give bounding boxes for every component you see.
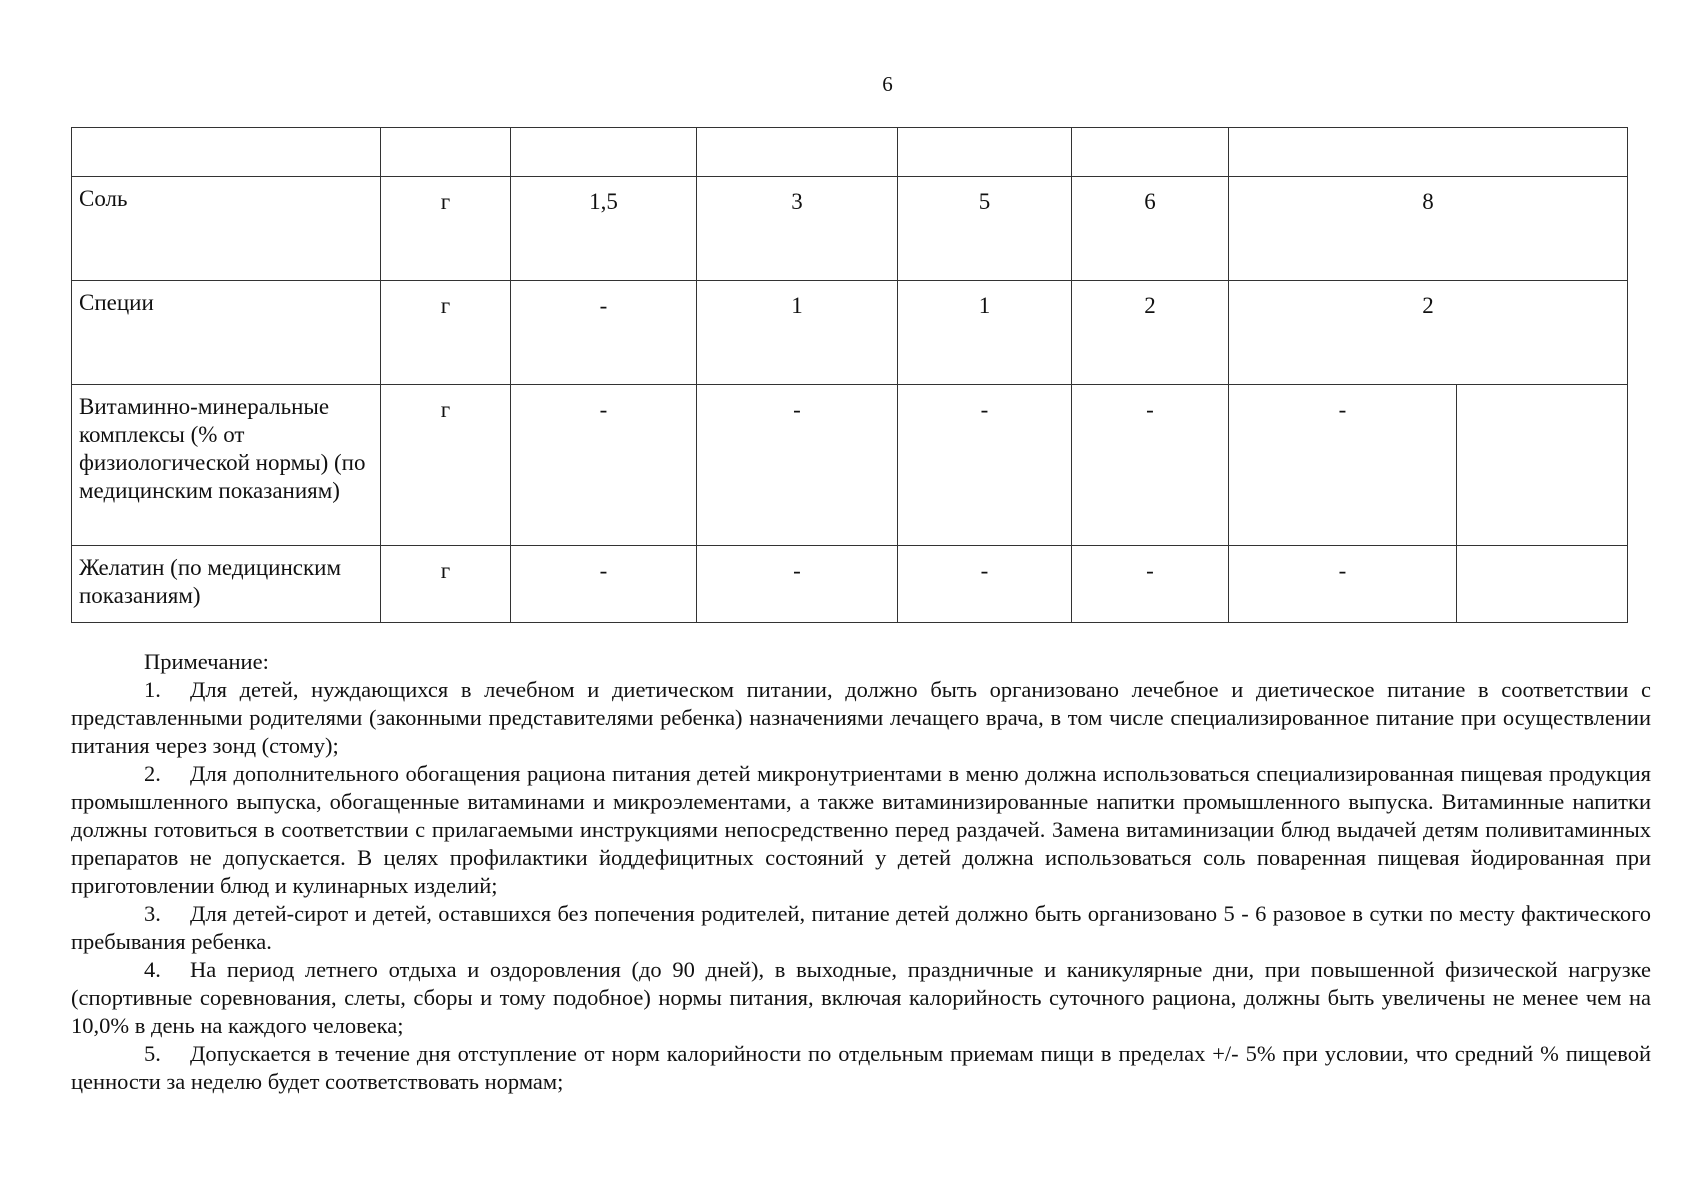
note-text: Допускается в течение дня отступление от норм калорийности по отдельным приемам пищи в пределах +/- 5% при условии, что средний % пищевой ценности за неделю будет соответствовать нормам; bbox=[71, 1041, 1651, 1094]
note-number: 4. bbox=[144, 957, 161, 982]
value-cell bbox=[1457, 385, 1628, 546]
value-cell: 3 bbox=[697, 177, 898, 281]
note-item bbox=[71, 676, 1651, 760]
value-cell: - bbox=[898, 385, 1072, 546]
value-cell: 1 bbox=[697, 281, 898, 385]
table-cell bbox=[898, 128, 1072, 177]
table-cell bbox=[72, 128, 381, 177]
note-number: 1. bbox=[144, 677, 161, 702]
value-cell: - bbox=[1229, 385, 1457, 546]
value-cell: 1 bbox=[898, 281, 1072, 385]
value-cell: - bbox=[511, 385, 697, 546]
value-cell: 1,5 bbox=[511, 177, 697, 281]
table-row bbox=[72, 546, 1628, 623]
table-cell bbox=[1072, 128, 1229, 177]
value-cell: - bbox=[898, 546, 1072, 623]
note-item bbox=[71, 956, 1651, 1040]
table-cell bbox=[697, 128, 898, 177]
table-cell bbox=[1229, 128, 1628, 177]
note-text: Для детей, нуждающихся в лечебном и диетическом питании, должно быть организовано лечебное и диетическое питание в соответствии с представленными родителями (законными представителями ребенка) назначениями лечащего врача, в том числе специализированное питание при осуществлении питания через зонд (стому); bbox=[71, 677, 1651, 758]
value-cell: - bbox=[697, 385, 898, 546]
value-cell bbox=[1457, 546, 1628, 623]
table-row bbox=[72, 177, 1628, 281]
row-name: Желатин (по медицинским показаниям) bbox=[72, 546, 381, 623]
note-number: 5. bbox=[144, 1041, 161, 1066]
value-cell: - bbox=[511, 546, 697, 623]
value-cell: 8 bbox=[1229, 177, 1628, 281]
page-number: 6 bbox=[882, 72, 893, 96]
row-name: Соль bbox=[72, 177, 381, 281]
row-name: Витаминно-минеральные комплексы (% от физиологической нормы) (по медицинским показаниям) bbox=[72, 385, 381, 546]
value-cell: - bbox=[1072, 385, 1229, 546]
row-name: Специи bbox=[72, 281, 381, 385]
table-cell bbox=[381, 128, 511, 177]
note-text: На период летнего отдыха и оздоровления (до 90 дней), в выходные, праздничные и каникулярные дни, при повышенной физической нагрузке (спортивные соревнования, слеты, сборы и тому подобное) нормы питания, включая калорийность суточного рациона, должны быть увеличены не менее чем на 10,0% в день на каждого человека; bbox=[71, 957, 1651, 1038]
value-cell: - bbox=[1229, 546, 1457, 623]
notes-section bbox=[71, 648, 1651, 1096]
row-unit: г bbox=[381, 546, 511, 623]
note-item bbox=[71, 760, 1651, 900]
note-item bbox=[71, 1040, 1651, 1096]
table-header-row-empty bbox=[72, 128, 1628, 177]
table-row bbox=[72, 281, 1628, 385]
table-cell bbox=[511, 128, 697, 177]
value-cell: 6 bbox=[1072, 177, 1229, 281]
note-text: Для дополнительного обогащения рациона питания детей микронутриентами в меню должна использоваться специализированная пищевая продукция промышленного выпуска, обогащенные витаминами и микроэлементами, а также витаминизированные напитки промышленного выпуска. Витаминные напитки должны готовиться в соответствии с прилагаемыми инструкциями непосредственно перед раздачей. Замена витаминизации блюд выдачей детям поливитаминных препаратов не допускается. В целях профилактики йоддефицитных состояний у детей должна использоваться соль поваренная пищевая йодированная при приготовлении блюд и кулинарных изделий; bbox=[71, 761, 1651, 898]
value-cell: - bbox=[511, 281, 697, 385]
row-unit: г bbox=[381, 177, 511, 281]
value-cell: 2 bbox=[1229, 281, 1628, 385]
value-cell: - bbox=[1072, 546, 1229, 623]
value-cell: - bbox=[697, 546, 898, 623]
note-number: 3. bbox=[144, 901, 161, 926]
nutrition-norms-table bbox=[71, 127, 1628, 623]
note-text: Для детей-сирот и детей, оставшихся без попечения родителей, питание детей должно быть организовано 5 - 6 разовое в сутки по месту фактического пребывания ребенка. bbox=[71, 901, 1651, 954]
table-row bbox=[72, 385, 1628, 546]
row-unit: г bbox=[381, 281, 511, 385]
note-item bbox=[71, 900, 1651, 956]
row-unit: г bbox=[381, 385, 511, 546]
note-number: 2. bbox=[144, 761, 161, 786]
notes-heading: Примечание: bbox=[144, 649, 269, 674]
value-cell: 5 bbox=[898, 177, 1072, 281]
value-cell: 2 bbox=[1072, 281, 1229, 385]
